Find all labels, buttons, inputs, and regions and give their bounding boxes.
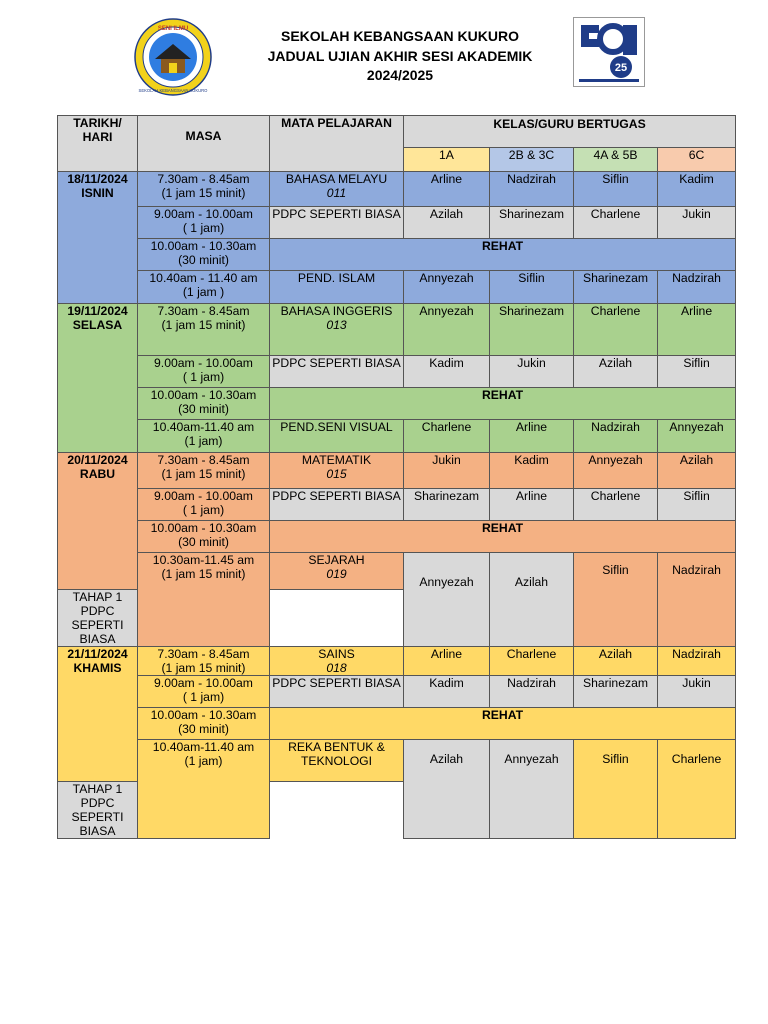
header-time: MASA [138,116,270,172]
subject-name: BAHASA MELAYU [285,172,388,186]
teacher-cell: Annyezah [574,453,658,489]
teacher-cell: Kadim [404,356,490,388]
time-range: 10.40am - 11.40 am [149,271,258,285]
time-duration: (1 jam 15 minit) [161,318,246,332]
school-crest-logo [134,18,212,96]
subject-cell [270,356,404,388]
teacher-cell: Azilah [658,453,736,489]
time-range: 10.00am - 10.30am [150,521,257,535]
teacher-cell: Siflin [658,356,736,388]
header-date: TARIKH/ HARI [58,116,138,172]
subject-cell [270,453,404,489]
teacher-cell: Arline [658,304,736,356]
teacher-cell: Arline [490,489,574,521]
exam-day: ISNIN [81,186,114,200]
schedule-row [58,489,736,521]
time-duration: (30 minit) [178,535,229,549]
title-block [230,27,570,86]
time-range: 7.30am - 8.45am [157,172,250,186]
subject-name: PEND.SENI VISUAL [280,420,393,434]
day-cell-isnin [58,172,138,304]
subject-cell [270,172,404,207]
time-range: 7.30am - 8.45am [157,304,250,318]
time-duration: ( 1 jam) [182,370,225,384]
teacher-cell: Sharinezam [574,271,658,304]
subject-name: PDPC SEPERTI BIASA [272,489,401,503]
break-cell: REHAT [270,708,736,740]
teacher-cell: Kadim [658,172,736,207]
schedule-row [58,521,736,553]
time-cell [138,207,270,239]
time-duration: (30 minit) [178,722,229,736]
time-duration: (30 minit) [178,253,229,267]
teacher-cell: Charlene [404,420,490,453]
exam-day: KHAMIS [73,661,122,675]
subject-cell [270,420,404,453]
time-cell [138,271,270,304]
teacher-cell: Charlene [490,647,574,676]
time-cell [138,521,270,553]
schedule-row [58,676,736,708]
exam-day: RABU [79,467,116,481]
teacher-cell: Sharinezam [490,207,574,239]
teacher-cell: Sharinezam [490,304,574,356]
teacher-cell: Kadim [490,453,574,489]
exam-date: 21/11/2024 [67,647,128,661]
header-duty: KELAS/GURU BERTUGAS [404,116,736,148]
time-range: 9.00am - 10.00am [154,207,253,221]
header-row [58,116,736,148]
subject-cell [270,271,404,304]
time-cell [138,239,270,271]
time-duration: ( 1 jam) [182,221,225,235]
schedule-row [58,740,736,782]
teacher-cell: Azilah [574,647,658,676]
subject-name: REKA BENTUK & TEKNOLOGI [288,740,385,768]
subject-cell [270,553,404,590]
teacher-cell: Nadzirah [490,172,574,207]
crest-motto-text: SENI ILMU [157,26,189,32]
time-cell [138,304,270,356]
subject-code: 011 [326,186,347,200]
time-range: 10.00am - 10.30am [150,388,257,402]
time-duration: (1 jam 15 minit) [161,567,246,581]
class-1a: 1A [404,148,490,172]
time-duration: (1 jam) [184,434,223,448]
teacher-cell: Charlene [574,207,658,239]
schedule-row [58,388,736,420]
exam-day: SELASA [72,318,123,332]
teacher-cell: Azilah [574,356,658,388]
school-name: SEKOLAH KEBANGSAAN KUKURO [280,28,519,44]
time-duration: (1 jam 15 minit) [161,467,246,481]
schedule-row [58,453,736,489]
time-cell [138,647,270,676]
time-range: 9.00am - 10.00am [154,356,253,370]
day-cell-selasa [58,304,138,453]
subject-cell [270,740,404,782]
exam-schedule-table [57,115,736,839]
subject-name: PEND. ISLAM [297,271,376,285]
time-cell [138,489,270,521]
teacher-cell: Charlene [574,304,658,356]
time-cell [138,172,270,207]
teacher-cell: Annyezah [404,553,490,647]
teacher-cell: Jukin [658,207,736,239]
schedule-row [58,553,736,590]
day-cell-khamis [58,647,138,782]
break-cell: REHAT [270,388,736,420]
teacher-cell: Nadzirah [658,271,736,304]
time-duration: (1 jam) [184,754,223,768]
subject-cell [270,489,404,521]
schedule-row [58,271,736,304]
subject-name: PDPC SEPERTI BIASA [272,207,401,221]
day-cell-rabu [58,453,138,590]
schedule-row [58,356,736,388]
time-range: 9.00am - 10.00am [154,676,253,690]
time-cell [138,453,270,489]
time-duration: (30 minit) [178,402,229,416]
time-cell [138,388,270,420]
time-range: 7.30am - 8.45am [157,453,250,467]
page-header [0,0,768,110]
teacher-cell: Siflin [490,271,574,304]
schedule-row [58,239,736,271]
exam-date: 18/11/2024 [67,172,128,186]
teacher-cell: Azilah [404,740,490,839]
schedule-row [58,172,736,207]
time-cell [138,740,270,839]
teacher-cell: Nadzirah [658,553,736,647]
break-cell: REHAT [270,239,736,271]
subject-cell [270,676,404,708]
teacher-cell: Azilah [404,207,490,239]
schedule-row [58,420,736,453]
time-duration: ( 1 jam) [182,503,225,517]
teacher-cell: Arline [404,647,490,676]
teacher-cell: Jukin [658,676,736,708]
class-6c: 6C [658,148,736,172]
subject-cell [270,207,404,239]
teacher-cell: Annyezah [404,271,490,304]
time-cell [138,420,270,453]
subject-name: SAINS [318,647,355,661]
anniversary-logo [573,17,645,87]
exam-date: 20/11/2024 [67,453,128,467]
teacher-cell: Charlene [658,740,736,839]
time-range: 10.40am-11.40 am [152,740,255,754]
teacher-cell: Siflin [658,489,736,521]
teacher-cell: Siflin [574,553,658,647]
schedule-row [58,207,736,239]
teacher-cell: Kadim [404,676,490,708]
crest-ring-text: SEKOLAH KEBANGSAAN KUKURO [138,88,208,93]
time-cell [138,676,270,708]
subject-name: MATEMATIK [301,453,372,467]
teacher-cell: Annyezah [658,420,736,453]
time-duration: ( 1 jam) [182,690,225,704]
class-2b-3c: 2B & 3C [490,148,574,172]
teacher-cell: Nadzirah [490,676,574,708]
teacher-cell: Annyezah [404,304,490,356]
break-cell: REHAT [270,521,736,553]
time-range: 10.30am-11.45 am [152,553,255,567]
document-title: JADUAL UJIAN AKHIR SESI AKADEMIK [267,47,533,64]
teacher-cell: Jukin [490,356,574,388]
subject-code: 018 [326,661,347,675]
session-year: 2024/2025 [366,67,434,83]
teacher-cell: Jukin [404,453,490,489]
subject-name: SEJARAH [308,553,365,567]
exam-date: 19/11/2024 [67,304,128,318]
subject-cell [270,647,404,676]
time-cell [138,708,270,740]
teacher-cell: Arline [404,172,490,207]
time-duration: (1 jam ) [182,285,225,299]
time-duration: (1 jam 15 minit) [161,186,246,200]
time-range: 7.30am - 8.45am [157,647,250,661]
time-cell [138,356,270,388]
teacher-cell: Arline [490,420,574,453]
time-duration: (1 jam 15 minit) [161,661,246,675]
teacher-cell: Siflin [574,740,658,839]
time-range: 9.00am - 10.00am [154,489,253,503]
teacher-cell: Nadzirah [574,420,658,453]
subject-name: BAHASA INGGERIS [280,304,393,318]
subject-cell [270,304,404,356]
time-range: 10.00am - 10.30am [150,708,257,722]
subject-secondary: TAHAP 1 PDPC SEPERTI BIASA [58,590,138,647]
schedule-row [58,647,736,676]
time-range: 10.00am - 10.30am [150,239,257,253]
header-subject: MATA PELAJARAN [270,116,404,172]
time-cell [138,553,270,647]
subject-name: PDPC SEPERTI BIASA [272,676,401,690]
class-4a-5b: 4A & 5B [574,148,658,172]
subject-code: 019 [326,567,347,581]
teacher-cell: Sharinezam [574,676,658,708]
teacher-cell: Siflin [574,172,658,207]
teacher-cell: Sharinezam [404,489,490,521]
subject-name: PDPC SEPERTI BIASA [272,356,401,370]
anniversary-number: 25 [614,62,628,74]
subject-secondary: TAHAP 1 PDPC SEPERTI BIASA [58,782,138,839]
subject-code: 013 [326,318,347,332]
time-range: 10.40am-11.40 am [152,420,255,434]
schedule-row [58,304,736,356]
subject-code: 015 [326,467,347,481]
schedule-row [58,708,736,740]
teacher-cell: Charlene [574,489,658,521]
teacher-cell: Annyezah [490,740,574,839]
teacher-cell: Nadzirah [658,647,736,676]
teacher-cell: Azilah [490,553,574,647]
